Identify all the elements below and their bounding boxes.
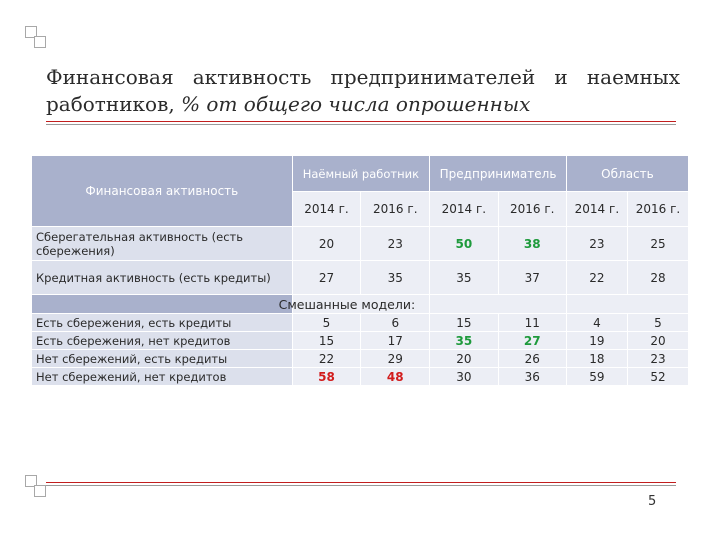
table-cell: 35 (430, 332, 497, 349)
header-year: 2014 г. (293, 192, 361, 226)
table-row (32, 314, 688, 331)
title-line-1: Финансовая активность предпринимателей и наемных (46, 65, 680, 89)
slide-title (46, 64, 680, 118)
table-cell: 20 (430, 350, 497, 367)
row-label: Есть сбережения, нет кредитов (32, 332, 292, 349)
table-cell: 18 (567, 350, 627, 367)
table-cell: 23 (567, 227, 627, 260)
corner-decoration (34, 36, 46, 48)
table-cell: 15 (430, 314, 497, 331)
mixed-models-label (278, 295, 430, 313)
table-cell: 50 (430, 227, 497, 260)
table-cell: 35 (361, 261, 429, 294)
row-label: Сберегательная активность (есть сбережения) (32, 227, 292, 260)
table-cell: 19 (567, 332, 627, 349)
table-cell: 20 (293, 227, 361, 260)
header-year: 2014 г. (430, 192, 497, 226)
mixed-label-spacer (32, 295, 292, 313)
row-label: Нет сбережений, есть кредиты (32, 350, 292, 367)
header-activity: Финансовая активность (32, 156, 292, 226)
table-row (32, 332, 688, 349)
corner-decoration (34, 485, 46, 497)
table-cell: 35 (430, 261, 497, 294)
table-cell: 20 (628, 332, 688, 349)
table-cell: 17 (361, 332, 429, 349)
title-line-2-italic: % от общего числа опрошенных (181, 92, 531, 116)
table-cell: 22 (293, 350, 361, 367)
title-line-2-plain: работников, (46, 92, 182, 116)
table-row (32, 261, 688, 294)
table-cell: 4 (567, 314, 627, 331)
table-cell: 38 (499, 227, 566, 260)
financial-activity-table (31, 155, 689, 386)
table-cell: 29 (361, 350, 429, 367)
table-cell: 6 (361, 314, 429, 331)
header-year: 2016 г. (361, 192, 429, 226)
table-cell: 48 (361, 368, 429, 385)
table-cell: 15 (293, 332, 361, 349)
table-cell: 25 (628, 227, 688, 260)
table-cell: 37 (499, 261, 566, 294)
table-row (32, 227, 688, 260)
header-group-employee: Наёмный работник (293, 156, 430, 191)
table-cell: 52 (628, 368, 688, 385)
table-cell: 23 (628, 350, 688, 367)
footer-rule (46, 482, 676, 483)
table-cell: 36 (499, 368, 566, 385)
table-cell: 30 (430, 368, 497, 385)
table-cell: 5 (293, 314, 361, 331)
footer-rule-secondary (46, 485, 676, 486)
table-row (32, 368, 688, 385)
table-row (32, 350, 688, 367)
header-year: 2014 г. (567, 192, 627, 226)
table-cell: 27 (499, 332, 566, 349)
table-cell: 27 (293, 261, 361, 294)
title-underline-secondary (46, 124, 676, 125)
title-line-2 (46, 91, 680, 118)
mixed-models-spacer (567, 295, 688, 313)
table-cell: 23 (361, 227, 429, 260)
table-cell: 28 (628, 261, 688, 294)
row-label: Нет сбережений, нет кредитов (32, 368, 292, 385)
table-cell: 58 (293, 368, 361, 385)
mixed-models-header-row (32, 295, 688, 313)
row-label: Кредитная активность (есть кредиты) (32, 261, 292, 294)
header-group-region: Область (567, 156, 688, 191)
table-cell: 26 (499, 350, 566, 367)
mixed-models-spacer (430, 295, 566, 313)
table-cell: 22 (567, 261, 627, 294)
header-group-entrepreneur: Предприниматель (430, 156, 566, 191)
title-underline (46, 121, 676, 122)
mixed-models-label-text: Смешанные модели: (278, 296, 416, 312)
table-cell: 11 (499, 314, 566, 331)
header-year: 2016 г. (628, 192, 688, 226)
row-label: Есть сбережения, есть кредиты (32, 314, 292, 331)
table-cell: 5 (628, 314, 688, 331)
page-number: 5 (648, 494, 657, 509)
header-year: 2016 г. (499, 192, 566, 226)
table-cell: 59 (567, 368, 627, 385)
